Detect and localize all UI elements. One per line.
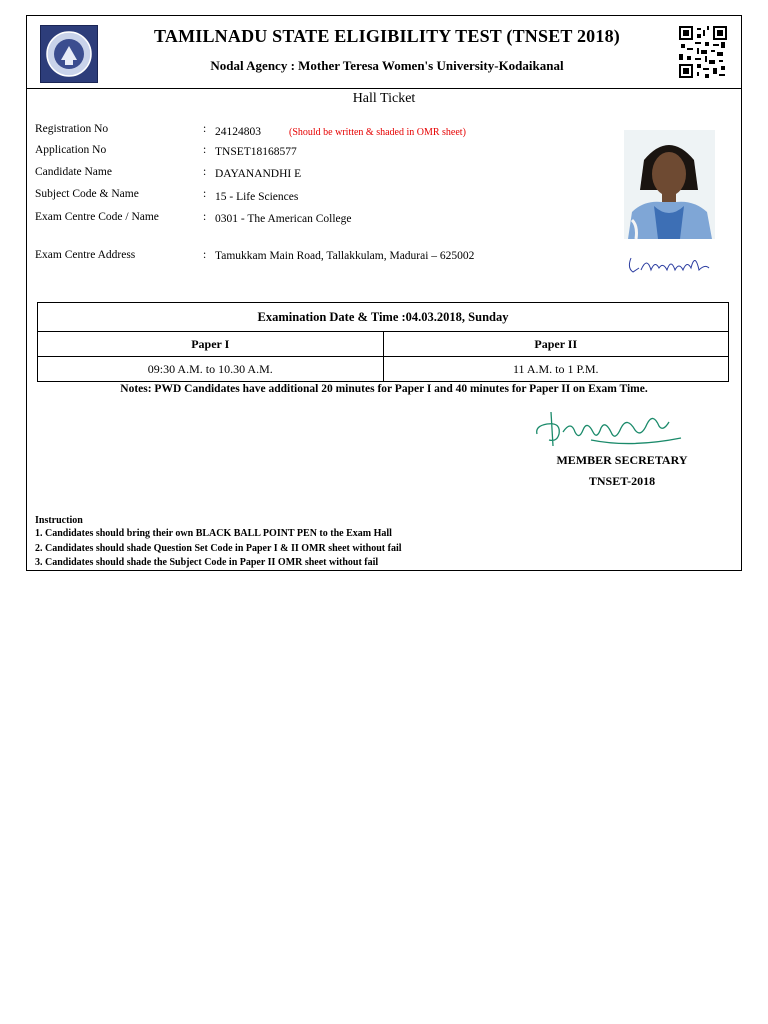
hall-ticket-frame: [26, 15, 742, 571]
pwd-notes: Notes: PWD Candidates have additional 20 minutes for Paper I and 40 minutes for Paper II on Exam Time.: [120, 383, 648, 395]
application-label: Application No: [35, 144, 107, 156]
separator: :: [203, 166, 207, 178]
nodal-agency: Nodal Agency : Mother Teresa Women's University-Kodaikanal: [210, 58, 564, 73]
separator: :: [203, 188, 207, 200]
centre-label: Exam Centre Code / Name: [35, 211, 159, 223]
paper2-label: Paper II: [383, 332, 729, 357]
exam-title: TAMILNADU STATE ELIGIBILITY TEST (TNSET 2018): [154, 26, 620, 46]
separator: :: [203, 211, 207, 223]
candidate-signature-text: E. Dayanandhi: [670, 268, 676, 269]
exam-date-heading: Examination Date & Time :04.03.2018, Sunday: [38, 303, 729, 332]
paper2-time: 11 A.M. to 1 P.M.: [383, 357, 729, 382]
address-value: Tamukkam Main Road, Tallakkulam, Madurai – 625002: [215, 250, 475, 262]
instruction-item: 3. Candidates should shade the Subject Code in Paper II OMR sheet without fail: [35, 557, 379, 568]
paper1-time: 09:30 A.M. to 10.30 A.M.: [38, 357, 384, 382]
exam-schedule-table: [37, 302, 729, 382]
instruction-heading: Instruction: [35, 515, 83, 526]
separator: :: [203, 123, 207, 135]
registration-value: 24124803: [215, 126, 261, 138]
registration-label: Registration No: [35, 123, 109, 135]
header: [27, 16, 741, 89]
candidate-value: DAYANANDHI E: [215, 168, 302, 180]
candidate-photo: [624, 130, 715, 239]
tnset-org: TNSET-2018: [588, 474, 656, 488]
candidate-label: Candidate Name: [35, 166, 112, 178]
qr-code: [679, 26, 727, 78]
subject-label: Subject Code & Name: [35, 188, 139, 200]
hall-ticket-heading: Hall Ticket: [352, 91, 416, 106]
university-logo: [40, 25, 98, 83]
subject-value: 15 - Life Sciences: [215, 191, 299, 203]
member-secretary-title: MEMBER SECRETARY: [556, 453, 688, 467]
application-value: TNSET18168577: [215, 146, 297, 158]
instruction-item: 2. Candidates should shade Question Set Code in Paper I & II OMR sheet without fail: [35, 543, 402, 554]
paper1-label: Paper I: [38, 332, 384, 357]
separator: :: [203, 144, 207, 156]
address-label: Exam Centre Address: [35, 249, 136, 261]
separator: :: [203, 249, 207, 261]
candidate-signature: [625, 248, 715, 278]
centre-value: 0301 - The American College: [215, 213, 352, 225]
secretary-signature: [531, 402, 691, 452]
instruction-item: 1. Candidates should bring their own BLACK BALL POINT PEN to the Exam Hall: [35, 528, 392, 539]
registration-note: (Should be written & shaded in OMR sheet): [289, 127, 466, 138]
